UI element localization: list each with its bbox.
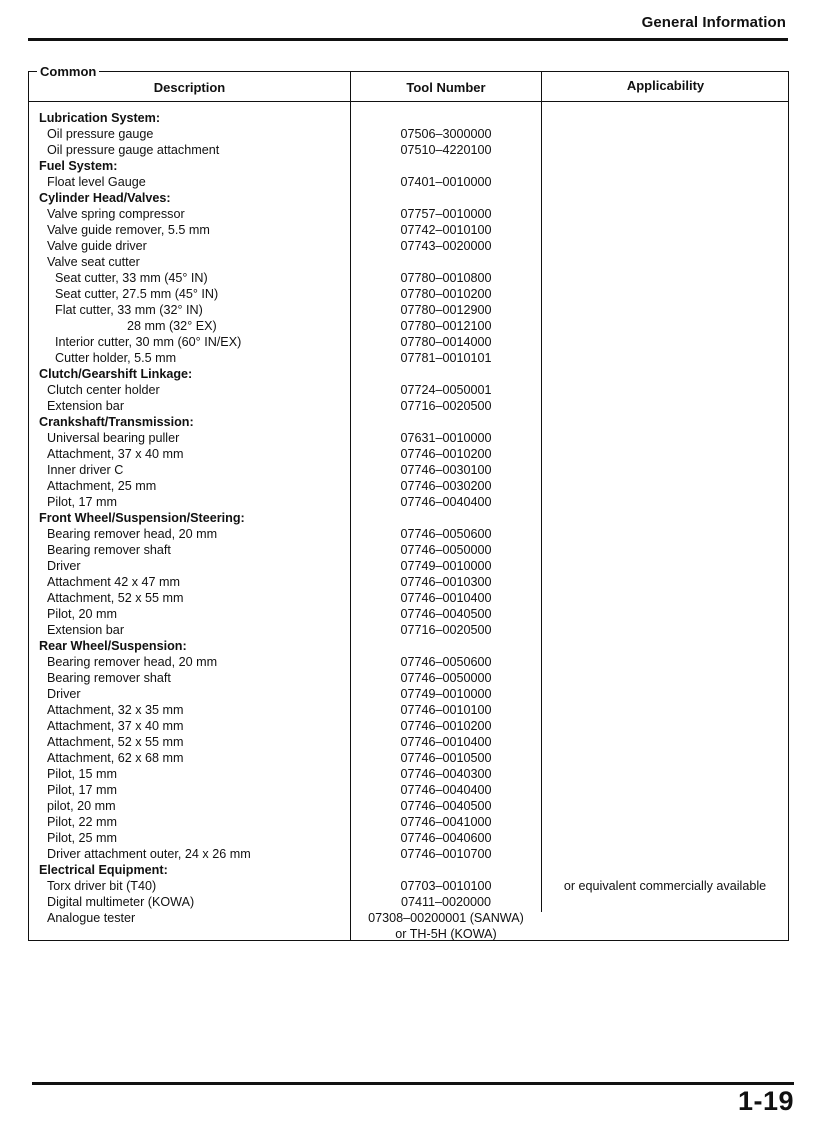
category-heading: Clutch/Gearshift Linkage: (39, 367, 193, 381)
tool-description: Bearing remover head, 20 mm (47, 527, 218, 541)
tool-description: Extension bar (47, 623, 125, 637)
tool-description: Attachment 42 x 47 mm (47, 575, 180, 589)
table-row (29, 702, 788, 718)
table-row (29, 734, 788, 750)
table-row (29, 766, 788, 782)
table-row (29, 334, 788, 350)
tool-description: Pilot, 20 mm (47, 607, 117, 621)
applicability: or equivalent commercially available (563, 879, 767, 893)
tool-number: 07780–0012900 (400, 303, 492, 317)
category-heading: Lubrication System: (39, 111, 161, 125)
tool-number: 07780–0010800 (400, 271, 492, 285)
tool-number: 07746–0010100 (400, 703, 492, 717)
category-heading: Fuel System: (39, 159, 118, 173)
table-category-row (29, 110, 788, 126)
tool-description: Analogue tester (47, 911, 136, 925)
table-row (29, 542, 788, 558)
table-row (29, 670, 788, 686)
table-row (29, 270, 788, 286)
tool-description: Seat cutter, 27.5 mm (45° IN) (55, 287, 219, 301)
tool-number: 07749–0010000 (400, 559, 492, 573)
category-heading: Cylinder Head/Valves: (39, 191, 171, 205)
table-category-row (29, 638, 788, 654)
table-row (29, 494, 788, 510)
tool-number: 07746–0030200 (400, 479, 492, 493)
tool-number: 07308–00200001 (SANWA) (368, 911, 524, 925)
table-row (29, 750, 788, 766)
tool-number: 07411–0020000 (400, 895, 492, 909)
table-row (29, 894, 788, 910)
table-row (29, 926, 788, 942)
tool-number: 07746–0041000 (400, 815, 492, 829)
tool-number: 07746–0010500 (400, 751, 492, 765)
tool-description: Bearing remover shaft (47, 671, 171, 685)
tool-description: 28 mm (32° EX) (127, 319, 217, 333)
tool-number: 07716–0020500 (400, 399, 492, 413)
tool-description: Pilot, 15 mm (47, 767, 117, 781)
tool-number: 07746–0010200 (400, 447, 492, 461)
category-heading: Front Wheel/Suspension/Steering: (39, 511, 245, 525)
table-row (29, 302, 788, 318)
category-heading: Crankshaft/Transmission: (39, 415, 194, 429)
table-category-row (29, 510, 788, 526)
tool-number: 07746–0040400 (400, 783, 492, 797)
tool-number: 07746–0040500 (400, 799, 492, 813)
table-row (29, 782, 788, 798)
table-category-row (29, 414, 788, 430)
table-row (29, 590, 788, 606)
table-row (29, 318, 788, 334)
table-row (29, 558, 788, 574)
tool-number: 07724–0050001 (400, 383, 492, 397)
tool-description: Interior cutter, 30 mm (60° IN/EX) (55, 335, 242, 349)
table-row (29, 606, 788, 622)
category-heading: Rear Wheel/Suspension: (39, 639, 187, 653)
tool-number: 07716–0020500 (400, 623, 492, 637)
tool-number: 07749–0010000 (400, 687, 492, 701)
tool-number: 07746–0010300 (400, 575, 492, 589)
tool-description: Attachment, 37 x 40 mm (47, 719, 184, 733)
tool-number: 07746–0010400 (400, 591, 492, 605)
tool-description: Attachment, 52 x 55 mm (47, 735, 184, 749)
table-body (29, 110, 788, 942)
table-category-row (29, 158, 788, 174)
tool-description: Valve spring compressor (47, 207, 185, 221)
table-row (29, 830, 788, 846)
table-row (29, 222, 788, 238)
tool-description: Driver (47, 687, 81, 701)
category-heading: Electrical Equipment: (39, 863, 168, 877)
tool-number: 07746–0050000 (400, 543, 492, 557)
tool-description: Extension bar (47, 399, 125, 413)
tool-number: 07781–0010101 (400, 351, 492, 365)
tool-description: Valve seat cutter (47, 255, 140, 269)
tool-number: 07746–0050600 (400, 527, 492, 541)
table-category-row (29, 862, 788, 878)
table-row (29, 126, 788, 142)
tool-number: 07746–0040500 (400, 607, 492, 621)
tool-number: 07780–0012100 (400, 319, 492, 333)
tool-number: 07743–0020000 (400, 239, 492, 253)
table-row (29, 910, 788, 926)
tool-description: Pilot, 17 mm (47, 783, 117, 797)
table-row (29, 286, 788, 302)
tool-number: 07746–0040600 (400, 831, 492, 845)
tool-description: Pilot, 25 mm (47, 831, 117, 845)
tool-description: Digital multimeter (KOWA) (47, 895, 195, 909)
tool-description: Pilot, 17 mm (47, 495, 117, 509)
tool-description: Float level Gauge (47, 175, 146, 189)
tool-description: Torx driver bit (T40) (47, 879, 157, 893)
tool-description: Bearing remover shaft (47, 543, 171, 557)
table-row (29, 622, 788, 638)
table-row (29, 846, 788, 862)
tool-description: Attachment, 62 x 68 mm (47, 751, 184, 765)
table-row (29, 814, 788, 830)
tool-description: Cutter holder, 5.5 mm (55, 351, 177, 365)
tool-description: Valve guide remover, 5.5 mm (47, 223, 210, 237)
table-row (29, 382, 788, 398)
tool-description: Attachment, 25 mm (47, 479, 157, 493)
tool-description: Seat cutter, 33 mm (45° IN) (55, 271, 208, 285)
page-header-title: General Information (641, 14, 786, 31)
tool-number: 07631–0010000 (400, 431, 492, 445)
tool-description: Inner driver C (47, 463, 124, 477)
tool-description: Pilot, 22 mm (47, 815, 117, 829)
table-category-row (29, 190, 788, 206)
tool-description: Oil pressure gauge (47, 127, 154, 141)
tool-number: 07746–0010700 (400, 847, 492, 861)
tool-number: 07510–4220100 (400, 143, 492, 157)
table-row (29, 254, 788, 270)
table-row (29, 446, 788, 462)
table-row (29, 478, 788, 494)
header-rule (28, 38, 788, 41)
tool-number: 07746–0040400 (400, 495, 492, 509)
table-row (29, 142, 788, 158)
tool-number: 07780–0014000 (400, 335, 492, 349)
special-tools-table (28, 71, 789, 941)
table-row (29, 574, 788, 590)
tool-description: Driver attachment outer, 24 x 26 mm (47, 847, 251, 861)
table-row (29, 462, 788, 478)
tool-description: Valve guide driver (47, 239, 147, 253)
tool-description: Flat cutter, 33 mm (32° IN) (55, 303, 203, 317)
footer-rule (32, 1082, 794, 1085)
section-label: Common (37, 64, 99, 79)
tool-description: Universal bearing puller (47, 431, 180, 445)
table-row (29, 174, 788, 190)
table-row (29, 718, 788, 734)
tool-description: Driver (47, 559, 81, 573)
table-row (29, 238, 788, 254)
table-row (29, 398, 788, 414)
table-row (29, 798, 788, 814)
tool-description: Attachment, 32 x 35 mm (47, 703, 184, 717)
table-row (29, 206, 788, 222)
tool-number: 07401–0010000 (400, 175, 492, 189)
header-divider (29, 101, 788, 102)
tool-number: 07746–0030100 (400, 463, 492, 477)
page-number: 1-19 (737, 1086, 794, 1116)
tool-number: 07742–0010100 (400, 223, 492, 237)
table-category-row (29, 366, 788, 382)
tool-description: Clutch center holder (47, 383, 160, 397)
tool-number: 07703–0010100 (400, 879, 492, 893)
tool-number: 07780–0010200 (400, 287, 492, 301)
table-row (29, 654, 788, 670)
table-row (29, 350, 788, 366)
tool-number: 07757–0010000 (400, 207, 492, 221)
column-header-tool-number: Tool Number (406, 80, 486, 95)
tool-number: 07746–0010200 (400, 719, 492, 733)
table-row (29, 526, 788, 542)
table-row (29, 430, 788, 446)
tool-description: pilot, 20 mm (47, 799, 116, 813)
tool-number: or TH-5H (KOWA) (395, 927, 497, 941)
table-row (29, 686, 788, 702)
tool-description: Oil pressure gauge attachment (47, 143, 220, 157)
column-header-applicability: Applicability (626, 78, 705, 93)
tool-number: 07506–3000000 (400, 127, 492, 141)
tool-description: Bearing remover head, 20 mm (47, 655, 218, 669)
tool-number: 07746–0050000 (400, 671, 492, 685)
table-row (29, 878, 788, 894)
tool-number: 07746–0050600 (400, 655, 492, 669)
tool-description: Attachment, 37 x 40 mm (47, 447, 184, 461)
tool-number: 07746–0010400 (400, 735, 492, 749)
tool-description: Attachment, 52 x 55 mm (47, 591, 184, 605)
tool-number: 07746–0040300 (400, 767, 492, 781)
column-header-description: Description (153, 80, 226, 95)
